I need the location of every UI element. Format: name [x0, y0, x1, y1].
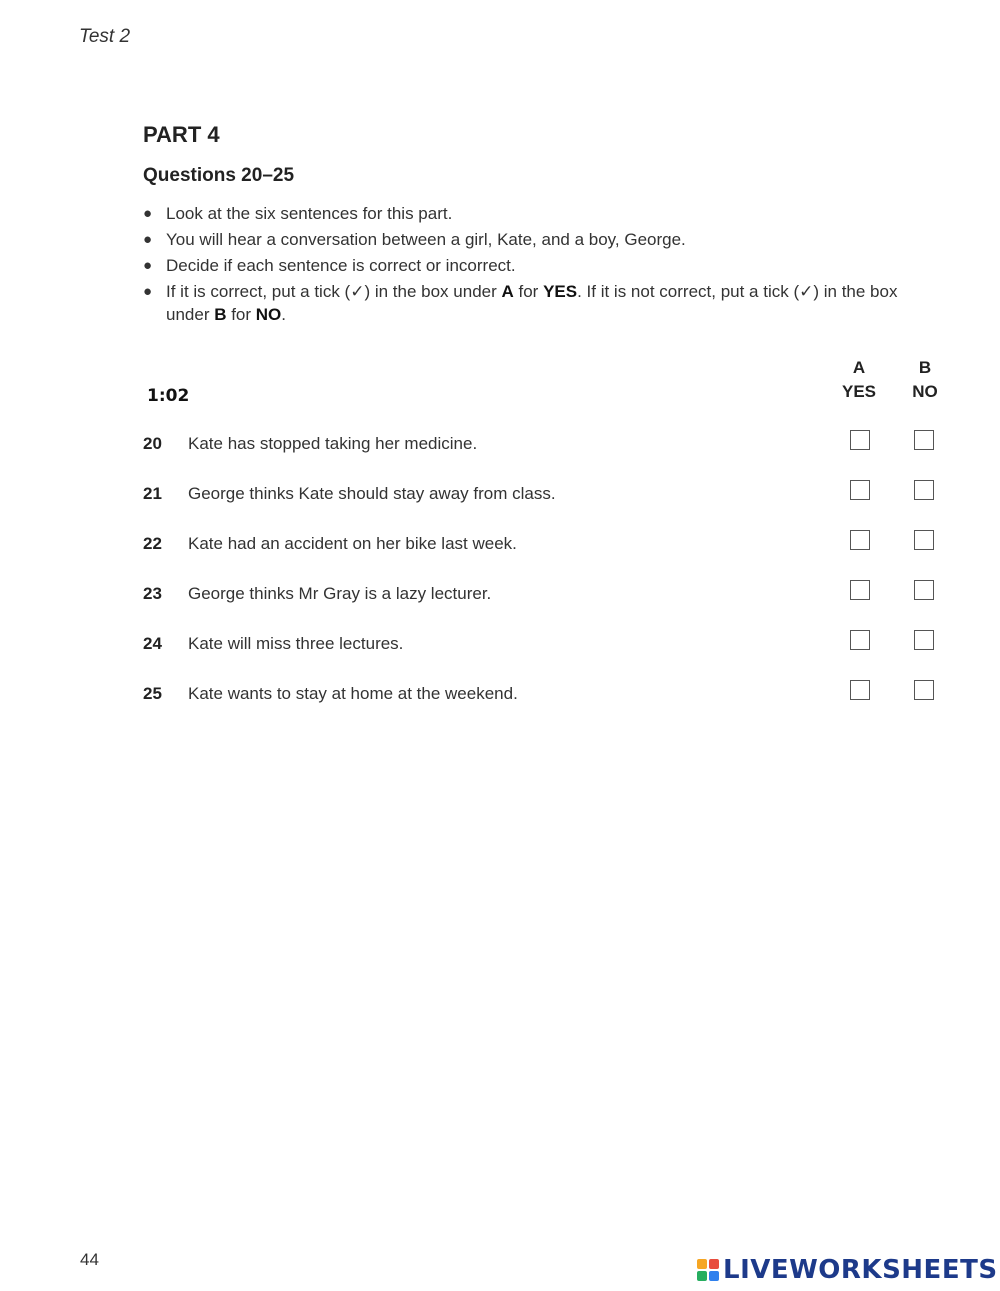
- question-row: [143, 430, 953, 460]
- question-text: George thinks Mr Gray is a lazy lecturer.: [188, 584, 492, 603]
- question-text: Kate has stopped taking her medicine.: [188, 434, 478, 453]
- question-text: Kate will miss three lectures.: [188, 634, 404, 653]
- brand-logo-block: [697, 1255, 998, 1285]
- instruction-item: [143, 228, 943, 251]
- part-title: PART 4: [143, 122, 220, 147]
- brand-logo-icon: [697, 1259, 719, 1281]
- instruction-text: Look at the six sentences for this part.: [166, 204, 453, 223]
- instruction-text: If it is correct, put a tick (✓) in the box under A for YES. If it is not correct, put a tick (✓) in the box under B for NO.: [166, 282, 898, 324]
- question-row: [143, 680, 953, 710]
- answer-no-checkbox[interactable]: [914, 480, 934, 500]
- answer-no-checkbox[interactable]: [914, 630, 934, 650]
- question-row: [143, 630, 953, 660]
- question-number: 23: [143, 584, 162, 603]
- column-b-letter: B: [918, 358, 932, 377]
- answer-yes-checkbox[interactable]: [850, 430, 870, 450]
- answer-yes-checkbox[interactable]: [850, 480, 870, 500]
- question-number: 21: [143, 484, 162, 503]
- instruction-text: You will hear a conversation between a girl, Kate, and a boy, George.: [166, 230, 686, 249]
- brand-text: LIVEWORKSHEETS: [723, 1255, 998, 1285]
- column-b-label: NO: [912, 382, 938, 401]
- instruction-item: [143, 202, 943, 225]
- column-header-b: [895, 356, 955, 404]
- column-header-a: [829, 356, 889, 404]
- answer-no-checkbox[interactable]: [914, 530, 934, 550]
- question-number: 25: [143, 684, 162, 703]
- question-row: [143, 580, 953, 610]
- question-row: [143, 480, 953, 510]
- question-number: 22: [143, 534, 162, 553]
- brand-logo-tile: [697, 1259, 707, 1269]
- instruction-item: [143, 280, 943, 326]
- column-a-label: YES: [841, 382, 877, 401]
- audio-timer: 1:02: [147, 386, 190, 406]
- question-text: Kate wants to stay at home at the weekend.: [188, 684, 518, 703]
- instructions-list: [143, 202, 943, 329]
- question-number: 24: [143, 634, 162, 653]
- answer-yes-checkbox[interactable]: [850, 580, 870, 600]
- brand-logo-tile: [697, 1271, 707, 1281]
- page-number: 44: [80, 1250, 99, 1269]
- instruction-item: [143, 254, 943, 277]
- bullet-icon: ●: [143, 231, 153, 248]
- bullet-icon: ●: [143, 257, 153, 274]
- answer-no-checkbox[interactable]: [914, 430, 934, 450]
- answer-no-checkbox[interactable]: [914, 580, 934, 600]
- bullet-icon: ●: [143, 205, 153, 222]
- question-number: 20: [143, 434, 162, 453]
- brand-logo-tile: [709, 1271, 719, 1281]
- brand-logo-tile: [709, 1259, 719, 1269]
- question-text: Kate had an accident on her bike last week.: [188, 534, 517, 553]
- questions-range-title: Questions 20–25: [143, 165, 295, 186]
- answer-yes-checkbox[interactable]: [850, 530, 870, 550]
- answer-no-checkbox[interactable]: [914, 680, 934, 700]
- column-a-letter: A: [852, 358, 866, 377]
- question-text: George thinks Kate should stay away from class.: [188, 484, 556, 503]
- bullet-icon: ●: [143, 283, 153, 300]
- instruction-text: Decide if each sentence is correct or incorrect.: [166, 256, 516, 275]
- question-row: [143, 530, 953, 560]
- page-header-test-label: Test 2: [79, 26, 131, 47]
- answer-yes-checkbox[interactable]: [850, 630, 870, 650]
- answer-yes-checkbox[interactable]: [850, 680, 870, 700]
